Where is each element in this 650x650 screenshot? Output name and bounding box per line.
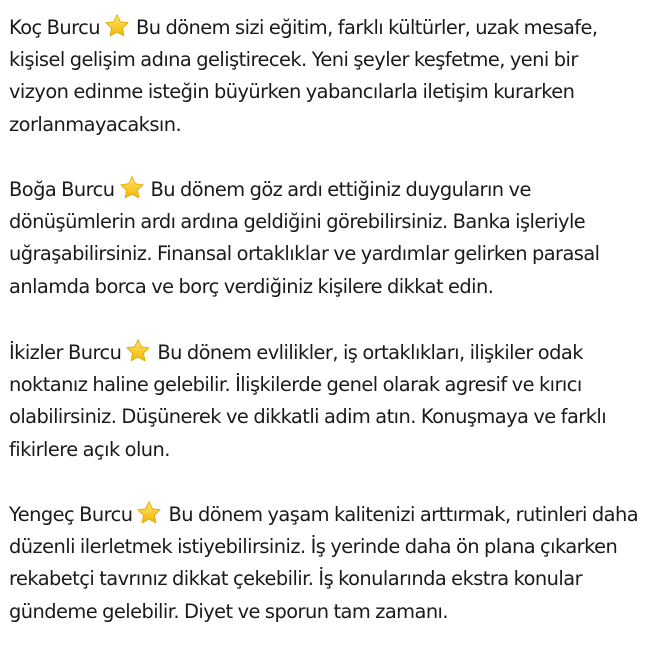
sign-description: Bu dönem göz ardı ettiğiniz duyguların ve dönüşümlerin ardı ardına geldiğini görebilirsiniz. Banka işleriyle uğraşabilirsiniz. Finansal ortaklıklar ve yardımlar gelirken parasal anlamda borca ve borç verdiğiniz kişilere dikkat edin. — [9, 178, 600, 298]
sign-name: Koç Burcu — [9, 16, 100, 39]
sign-name: İkizler Burcu — [9, 341, 122, 364]
sign-name: Boğa Burcu — [9, 178, 115, 201]
sign-description: Bu dönem sizi eğitim, farklı kültürler, uzak mesafe, kişisel gelişim adına geliştirecek. Yeni şeyler keşfetme, yeni bir vizyon edinme isteğin büyürken yabancılarla iletişim kurarken zorlanmayacaksın. — [9, 16, 598, 136]
horoscope-entry-yengec — [9, 499, 641, 628]
sign-name: Yengeç Burcu — [9, 503, 133, 526]
star-icon — [136, 500, 162, 526]
star-icon — [125, 338, 151, 364]
star-icon — [119, 175, 145, 201]
sign-description: Bu dönem yaşam kalitenizi arttırmak, rutinleri daha düzenli ilerletmek istiyebilirsiniz. İş yerinde daha ön plana çıkarken rekabetçi tavrınız dikkat çekebilir. İş konularında ekstra konular gündeme gelebilir. Diyet ve sporun tam zamanı. — [9, 503, 639, 623]
horoscope-entry-koc — [9, 12, 641, 141]
sign-description: Bu dönem evlilikler, iş ortaklıkları, ilişkiler odak noktanız haline gelebilir. İlişkilerde genel olarak agresif ve kırıcı olabilirsiniz. Düşünerek ve dikkatli adim atın. Konuşmaya ve farklı fikirlere açık olun. — [9, 341, 607, 461]
horoscope-entry-boga — [9, 174, 641, 303]
star-icon — [104, 13, 130, 39]
horoscope-entry-ikizler — [9, 337, 641, 466]
